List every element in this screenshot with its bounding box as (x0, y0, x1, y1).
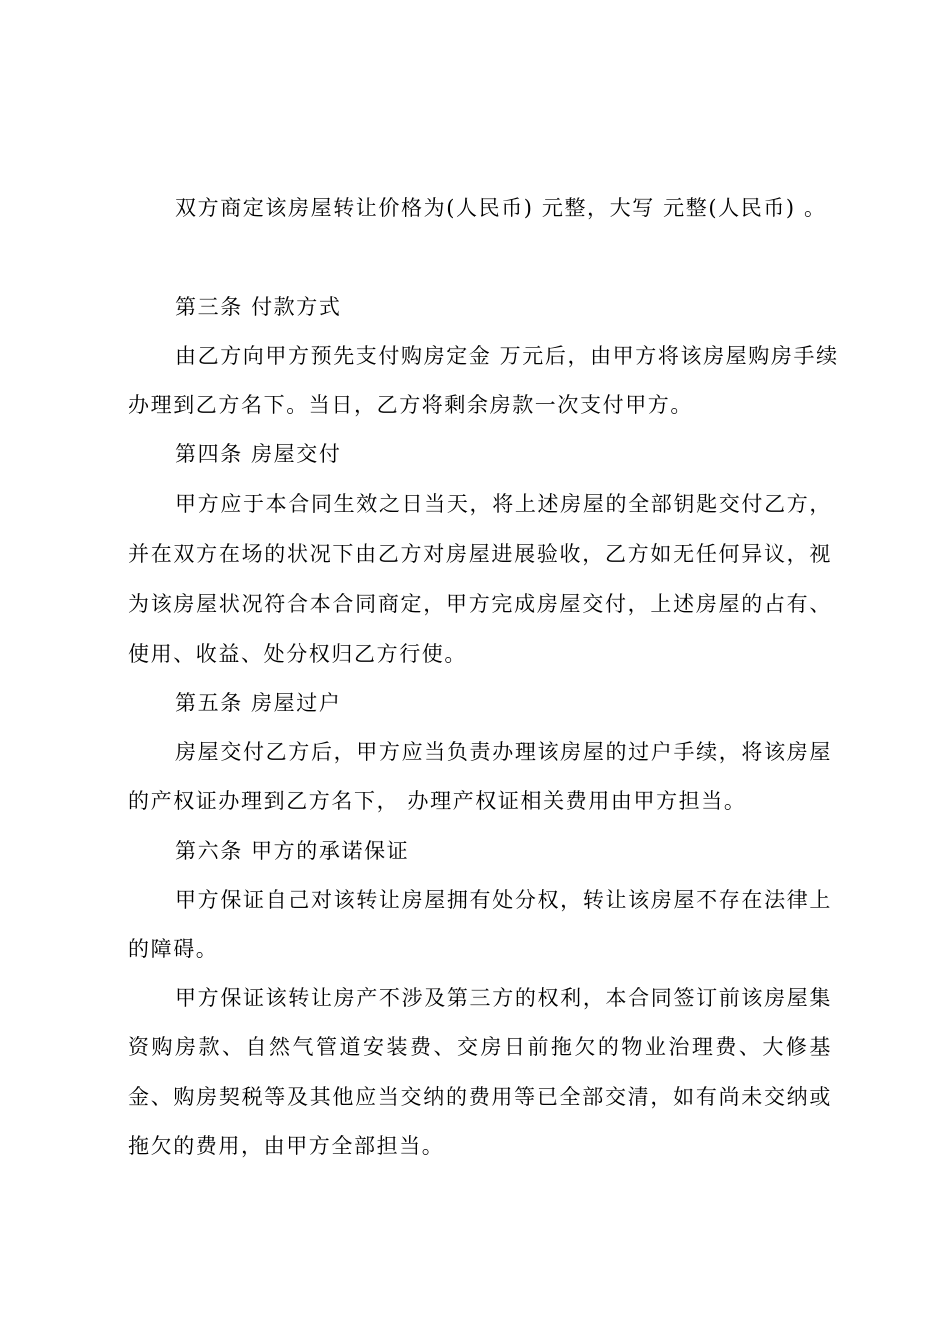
article-6-heading: 第六条 甲方的承诺保证 (175, 839, 410, 863)
article-5-line-1: 房屋交付乙方后，甲方应当负责办理该房屋的过户手续，将该房屋 (175, 740, 832, 764)
article-6-para-2-line-1: 甲方保证该转让房产不涉及第三方的权利，本合同签订前该房屋集 (175, 986, 832, 1010)
article-6-para-2-line-3: 金、购房契税等及其他应当交纳的费用等已全部交清，如有尚未交纳或 (128, 1085, 832, 1109)
article-3-line-2: 办理到乙方名下。当日，乙方将剩余房款一次支付甲方。 (128, 393, 693, 417)
article-4-line-1: 甲方应于本合同生效之日当天，将上述房屋的全部钥匙交付乙方， (175, 492, 832, 516)
article-6-para-2-line-2: 资购房款、自然气管道安装费、交房日前拖欠的物业治理费、大修基 (128, 1035, 832, 1059)
article-6-para-2-line-4: 拖欠的费用，由甲方全部担当。 (128, 1134, 445, 1158)
article-5-heading: 第五条 房屋过户 (175, 691, 342, 715)
article-4-heading: 第四条 房屋交付 (175, 442, 342, 466)
article-6-para-1-line-2: 的障碍。 (128, 937, 219, 961)
article-4-line-2: 并在双方在场的状况下由乙方对房屋进展验收，乙方如无任何异议，视 (128, 542, 832, 566)
article-3-heading: 第三条 付款方式 (175, 295, 342, 319)
article-5-line-2: 的产权证办理到乙方名下， 办理产权证相关费用由甲方担当。 (128, 789, 747, 813)
article-4-line-4: 使用、收益、处分权归乙方行使。 (128, 642, 467, 666)
article-4-line-3: 为该房屋状况符合本合同商定，甲方完成房屋交付，上述房屋的占有、 (128, 592, 832, 616)
price-paragraph: 双方商定该房屋转让价格为(人民币) 元整，大写 元整(人民币) 。 (175, 196, 827, 220)
article-3-line-1: 由乙方向甲方预先支付购房定金 万元后，由甲方将该房屋购房手续 (175, 344, 839, 368)
article-6-para-1-line-1: 甲方保证自己对该转让房屋拥有处分权，转让该房屋不存在法律上 (175, 888, 832, 912)
